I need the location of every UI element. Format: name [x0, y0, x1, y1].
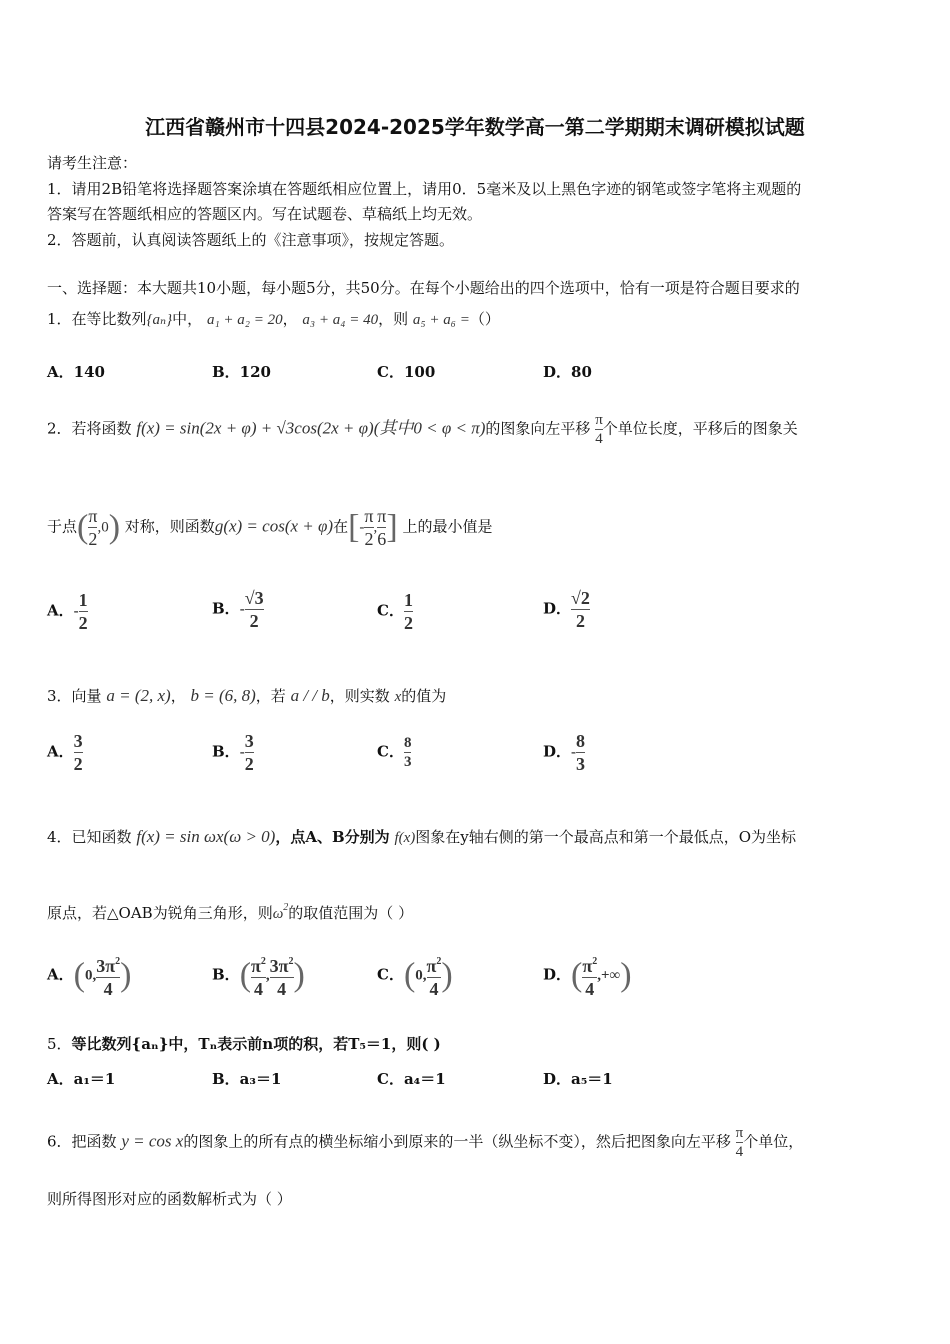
- q3-math-2: b = (6, 8): [190, 686, 256, 705]
- question-2-line-2: 于点( $\frac{\pi}{2}$ ,0) 对称，则函数g(x) = cos(x + φ)在[- $\frac{\pi}{2}$ , $\frac{\pi}{6}$ ] 上的最小值是: [47, 506, 493, 549]
- q1-math-2: a₃ + a₄ = 40: [302, 312, 379, 328]
- notice-line-1b: 答案写在答题纸相应的答题区内。写在试题卷、草稿纸上均无效。: [47, 205, 483, 223]
- q2-text-3: 个单位长度，平移后的图象关: [602, 419, 798, 438]
- q4-text-5: 的取值范围为（ ）: [288, 904, 414, 922]
- q4-option-d[interactable]: D．( $\frac{\pi^2}{4}$ ,+∞): [543, 952, 632, 999]
- q2-shift-fraction: $\frac{\pi}{4}$: [595, 412, 603, 447]
- q1-math-1: a₁ + a₂ = 20: [206, 312, 283, 328]
- q5-option-c[interactable]: C．a₄＝1: [377, 1070, 446, 1088]
- q2-option-c[interactable]: C． $\frac{1}{2}$: [377, 590, 413, 633]
- notice-line-1: 1．请用2B铅笔将选择题答案涂填在答题纸相应位置上，请用0．5毫米及以上黑色字迹的钢笔或签字笔将主观题的: [47, 180, 802, 198]
- q1-text-3: ，则: [378, 310, 409, 328]
- q1-option-d[interactable]: D．80: [543, 363, 592, 381]
- q2-option-d-value: $\frac{√2}{2}$: [571, 588, 590, 631]
- q3-option-b[interactable]: B．- $\frac{3}{2}$: [212, 731, 254, 774]
- question-1: 1．在等比数列{aₙ}中， a₁ + a₂ = 20， a₃ + a₄ = 40，则 a₅ + a₆ =（）: [47, 310, 500, 328]
- q5-option-d[interactable]: D．a₅＝1: [543, 1070, 613, 1088]
- q5-text: 等比数列{aₙ}中，Tₙ表示前n项的积，若T₅＝1，则( ): [71, 1035, 441, 1053]
- q4-math-2: f(x): [394, 830, 416, 846]
- question-6-line-2: 则所得图形对应的函数解析式为（ ）: [47, 1190, 292, 1208]
- question-4-line-1: [47, 826, 796, 847]
- notice-heading: 请考生注意：: [47, 154, 138, 172]
- section-heading: 一、选择题：本大题共10小题，每小题5分，共50分。在每个小题给出的四个选项中，恰有一项是符合题目要求的: [47, 279, 800, 297]
- q3-math-1: a = (2, x): [106, 686, 171, 705]
- q2-interval-right: $\frac{\pi}{6}$: [377, 506, 387, 549]
- q1-option-b[interactable]: B．120: [212, 363, 271, 381]
- q3-option-d-value: $\frac{8}{3}$: [576, 731, 586, 774]
- q2-text-1: 若将函数: [71, 419, 132, 438]
- q3-math-3: a / / b: [290, 686, 330, 705]
- q3-option-c[interactable]: C． $\frac{8}{3}$: [377, 735, 412, 770]
- question-2-line-1: [47, 412, 798, 447]
- q6-shift-fraction: $\frac{\pi}{4}$: [735, 1125, 744, 1160]
- q3-text-2: ，若: [255, 687, 286, 705]
- q3-option-b-value: $\frac{3}{2}$: [244, 731, 254, 774]
- q4-option-a[interactable]: A．(0, $\frac{3\pi^2}{4}$ ): [47, 952, 131, 999]
- q3-option-a[interactable]: A． $\frac{3}{2}$: [47, 731, 83, 774]
- q5-number: 5．: [47, 1035, 72, 1053]
- q4-option-b-right: $\frac{3\pi^2}{4}$: [269, 956, 294, 999]
- q4-text-4: 原点，若△OAB为锐角三角形，则: [47, 904, 273, 922]
- q2-math-2: g(x) = cos(x + φ): [214, 516, 334, 536]
- question-4-line-2: [47, 902, 413, 923]
- q3-text-3: ，则实数: [329, 687, 390, 705]
- q6-text-2: 的图象上的所有点的横坐标缩小到原来的一半（纵坐标不变），然后把图象向左平移: [183, 1132, 731, 1151]
- q2-option-b-value: $\frac{√3}{2}$: [244, 588, 264, 631]
- q4-math-1: f(x) = sin ωx(ω > 0): [136, 827, 276, 846]
- q4-option-c-value: $\frac{\pi^2}{4}$: [426, 956, 442, 999]
- q3-text-1: 向量: [71, 687, 102, 705]
- q2-text-5: 对称，则函数: [124, 517, 215, 536]
- q3-option-d[interactable]: D．- $\frac{8}{3}$: [543, 731, 586, 774]
- q1-option-a[interactable]: A．140: [47, 363, 105, 381]
- q1-option-c[interactable]: C．100: [377, 363, 436, 381]
- q6-number: 6．: [47, 1132, 72, 1151]
- q1-text-1: 在等比数列: [71, 310, 147, 328]
- q1-number: 1．: [47, 310, 72, 328]
- q2-text-2: 的图象向左平移: [485, 419, 591, 438]
- q4-text-2: ，点A、B分别为: [275, 828, 390, 846]
- q4-option-a-value: $\frac{3\pi^2}{4}$: [96, 956, 121, 999]
- q2-option-a-value: $\frac{1}{2}$: [78, 590, 88, 633]
- question-3: 3．向量 a = (2, x)， b = (6, 8)，若 a / / b，则实数 x的值为: [47, 686, 447, 705]
- q3-variable-x: x: [394, 689, 402, 705]
- q4-text-1: 已知函数: [71, 828, 132, 846]
- page-title: 江西省赣州市十四县2024-2025学年数学高一第二学期期末调研模拟试题: [145, 115, 805, 139]
- q4-option-c[interactable]: C．(0, $\frac{\pi^2}{4}$ ): [377, 952, 453, 999]
- q4-number: 4．: [47, 828, 72, 846]
- q2-text-4: 于点: [47, 517, 78, 536]
- q3-text-4: 的值为: [401, 687, 447, 705]
- q2-text-7: 上的最小值是: [402, 517, 493, 536]
- q3-number: 3．: [47, 687, 72, 705]
- q2-math-1: f(x) = sin(2x + φ) + √3cos(2x + φ)(其中0 < φ < π): [136, 418, 486, 438]
- q1-sequence-symbol: {aₙ}: [146, 312, 173, 328]
- q5-option-b[interactable]: B．a₃＝1: [212, 1070, 282, 1088]
- q1-text-2: 中，: [172, 310, 203, 328]
- q5-option-a[interactable]: A．a₁＝1: [47, 1070, 116, 1088]
- q1-math-3: a₅ + a₆ =: [412, 312, 470, 328]
- question-6-line-1: [47, 1125, 803, 1160]
- q2-text-6: 在: [333, 517, 349, 536]
- q1-text-4: （）: [469, 310, 500, 328]
- q4-option-b-left: $\frac{\pi^2}{4}$: [251, 956, 266, 999]
- q2-point-fraction: $\frac{\pi}{2}$: [88, 506, 98, 549]
- q3-option-c-value: $\frac{8}{3}$: [403, 735, 412, 770]
- q6-text-3: 个单位，: [743, 1132, 804, 1151]
- q4-omega-squared: $\omega^2$: [272, 902, 289, 922]
- q2-option-d[interactable]: D． $\frac{√2}{2}$: [543, 588, 590, 631]
- question-5: [47, 1033, 441, 1054]
- q6-text-1: 把函数: [71, 1132, 117, 1151]
- q4-text-3: 图象在y轴右侧的第一个最高点和第一个最低点，O为坐标: [415, 828, 797, 846]
- q6-math-1: y = cos x: [121, 1131, 184, 1151]
- notice-line-2: 2．答题前，认真阅读答题纸上的《注意事项》，按规定答题。: [47, 231, 455, 249]
- q4-option-d-value: $\frac{\pi^2}{4}$: [582, 956, 598, 999]
- q2-option-c-value: $\frac{1}{2}$: [403, 590, 413, 633]
- q2-interval-left: $\frac{\pi}{2}$: [364, 506, 374, 549]
- q2-number: 2．: [47, 419, 72, 438]
- q2-option-b[interactable]: B．- $\frac{√3}{2}$: [212, 588, 264, 631]
- q2-option-a[interactable]: A．- $\frac{1}{2}$: [47, 590, 88, 633]
- q3-option-a-value: $\frac{3}{2}$: [73, 731, 83, 774]
- q4-option-b[interactable]: B．( $\frac{\pi^2}{4}$ , $\frac{3\pi^2}{4}$ ): [212, 952, 305, 999]
